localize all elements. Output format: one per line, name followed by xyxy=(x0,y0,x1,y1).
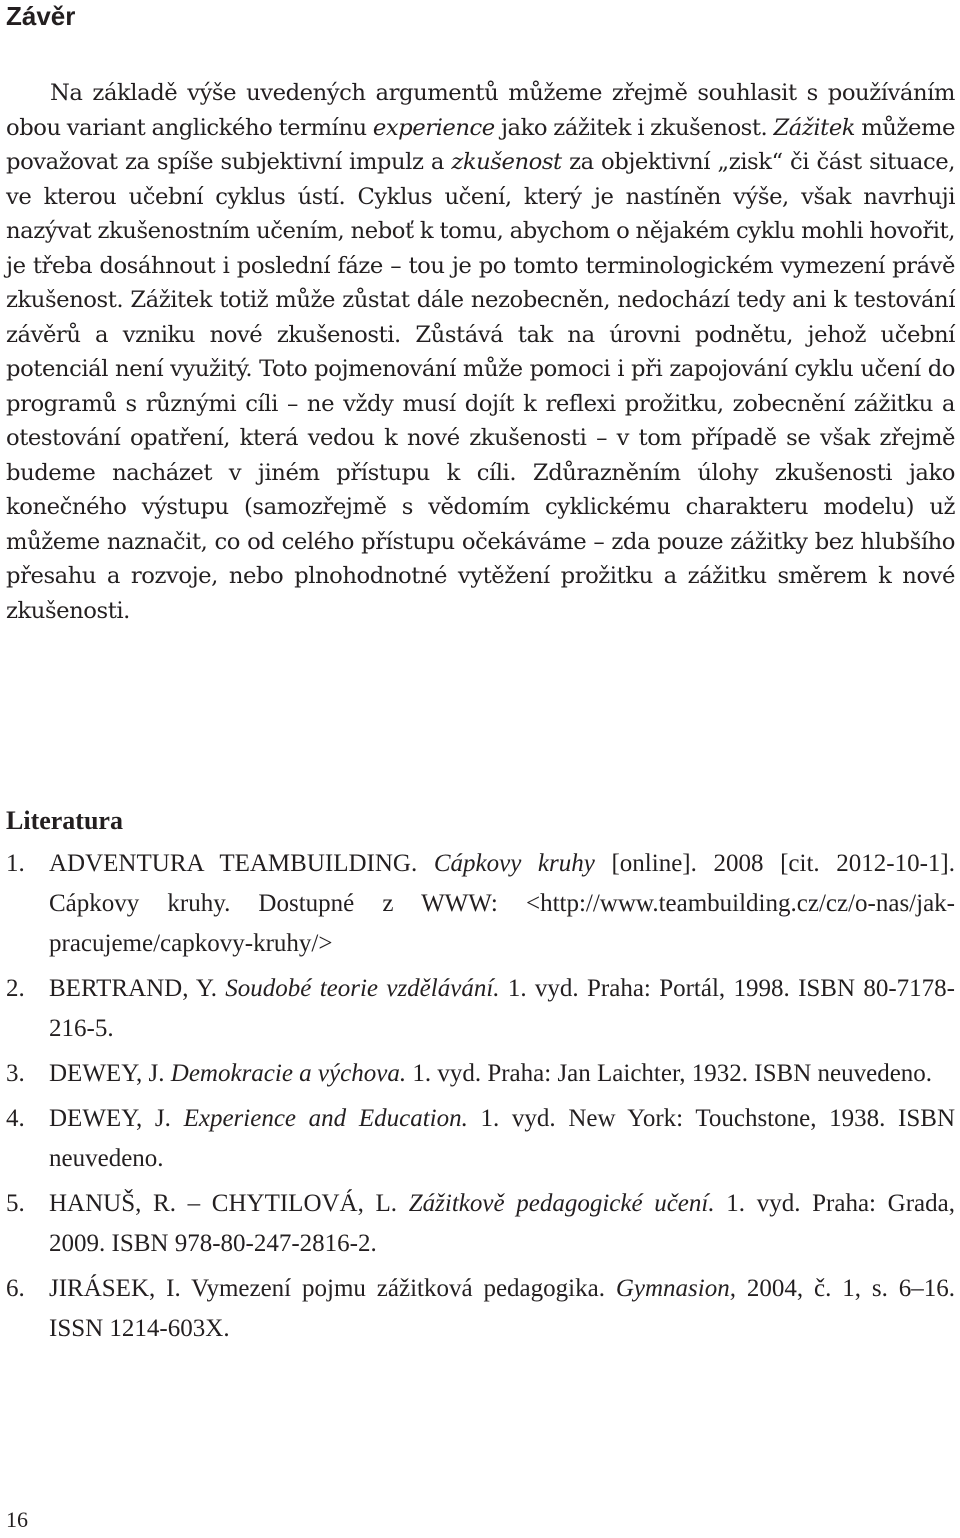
reference-number: 4. xyxy=(6,1105,25,1132)
literature-heading: Literatura xyxy=(6,806,123,835)
reference-item xyxy=(6,969,955,1049)
text-run: 1. vyd. Praha: Grada, 2009. ISBN 978-80-247-2816-2. xyxy=(49,1190,955,1257)
text-run: 1. vyd. Praha: Portál, 1998. ISBN 80-7178-216-5. xyxy=(49,975,956,1042)
italic-text-run: zkušenost xyxy=(451,149,562,175)
reference-number: 2. xyxy=(6,975,25,1002)
text-run: JIRÁSEK, I. Vymezení pojmu zážitková pedagogika. xyxy=(49,1275,616,1302)
italic-text-run: Gymnasion, xyxy=(615,1275,736,1302)
text-run: 1. vyd. New York: Touchstone, 1938. ISBN neuvedeno. xyxy=(49,1105,956,1172)
text-run: můžeme považovat za spíše subjektivní impulz a xyxy=(6,114,955,175)
reference-item xyxy=(6,1184,955,1264)
italic-text-run: Soudobé teorie vzdělávání. xyxy=(225,975,500,1002)
text-run: HANUŠ, R. – CHYTILOVÁ, L. xyxy=(49,1190,409,1217)
reference-item xyxy=(6,1054,955,1094)
reference-number: 1. xyxy=(6,850,25,877)
text-run: 2004, č. 1, s. 6–16. ISSN 1214-603X. xyxy=(49,1275,955,1342)
italic-text-run: Zážitek xyxy=(773,114,856,141)
reference-number: 5. xyxy=(6,1190,25,1217)
italic-text-run: Cápkovy kruhy xyxy=(433,850,595,877)
reference-item xyxy=(6,1269,955,1349)
text-run: Na základě výše uvedených argumentů můžeme zřejmě souhlasit s používáním obou variant anglického termínu xyxy=(6,80,955,141)
reference-number: 6. xyxy=(6,1275,25,1302)
reference-number: 3. xyxy=(6,1060,25,1087)
text-run: 1. vyd. Praha: Jan Laichter, 1932. ISBN neuvedeno. xyxy=(406,1060,933,1087)
text-run: BERTRAND, Y. xyxy=(49,975,226,1002)
text-run: [online]. 2008 [cit. 2012-10-1]. Cápkovy kruhy. Dostupné z WWW: <http://www.teambuilding.cz/cz/o-nas/jak-pracujeme/capkovy-kruhy/> xyxy=(49,850,956,957)
italic-text-run: Demokracie a výchova. xyxy=(170,1060,407,1087)
reference-item xyxy=(6,844,955,964)
section-heading: Závěr xyxy=(6,1,76,31)
page-number: 16 xyxy=(6,1507,28,1532)
text-run: ADVENTURA TEAMBUILDING. xyxy=(49,850,434,877)
text-run: jako zážitek i zkušenost. xyxy=(494,114,774,141)
text-run: DEWEY, J. xyxy=(49,1060,171,1087)
text-run: za objektivní „zisk“ či část situace, ve kterou učební cyklus ústí. Cyklus učení, který je nastíněn výše, však navrhuji nazývat zkušenostním učením, neboť k tomu, abychom o nějakém cyklu mohli hovořit, je třeba dosáhnout i poslední fáze – tou je po tomto terminologickém vymezení právě zkušenost. Zážitek totiž může zůstat dále nezobecněn, nedochází tedy ani k testování závěrů a vzniku nové zkušenosti. Zůstává tak na úrovni podnětu, jehož učební potenciál není využitý. Toto pojmenování může pomoci i při zapojování cyklu učení do programů s různými cíli – ne vždy musí dojít k reflexi prožitku, zobecnění zážitku a otestování opatření, která vedou k nové zkušenosti – v tom případě se však zřejmě budeme nacházet v jiném přístupu k cíli. Zdůrazněním úlohy zkušenosti jako konečného výstupu (samozřejmě s vědomím cyklickému charakteru modelu) už můžeme naznačit, co od celého přístupu očekáváme – zda pouze zážitky bez hlubšího přesahu a rozvoje, nebo plnohodnotné vytěžení prožitku a zážitku směrem k nové zkušenosti. xyxy=(6,149,955,624)
text-run: DEWEY, J. xyxy=(49,1105,184,1132)
italic-text-run: Experience and Education. xyxy=(183,1105,468,1132)
conclusion-paragraph xyxy=(6,76,955,628)
reference-list xyxy=(6,844,955,1354)
italic-text-run: Zážitkově pedagogické učení. xyxy=(408,1190,715,1217)
reference-item xyxy=(6,1099,955,1179)
italic-text-run: experience xyxy=(372,114,495,141)
